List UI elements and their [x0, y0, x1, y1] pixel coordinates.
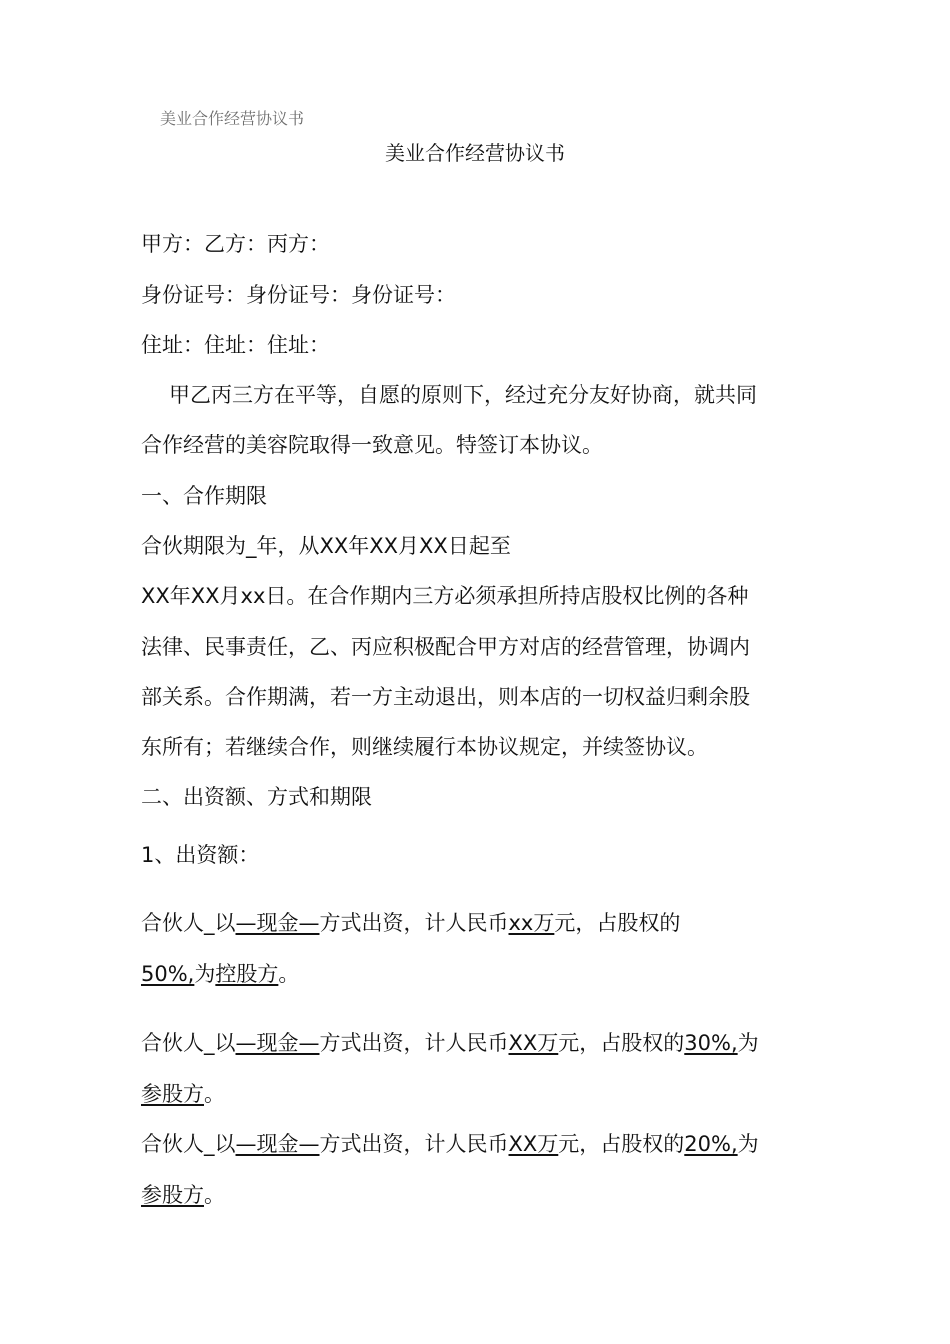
- address-line: 住址：住址：住址：: [141, 333, 330, 357]
- intro-line-1: 甲乙丙三方在平等，自愿的原则下，经过充分友好协商，就共同: [169, 383, 757, 407]
- partner1-role-prefix: 为: [194, 962, 216, 986]
- partner2-mid2: 元，占股权的: [558, 1031, 685, 1055]
- partner2-prefix: 合伙人_以: [141, 1031, 236, 1055]
- partner1-end: 。: [278, 962, 300, 986]
- partner2-mid: 方式出资，计人民币: [319, 1031, 509, 1055]
- partner2-role-prefix: 为: [737, 1031, 759, 1055]
- section1-line-2: XX年XX月xx日。在合作期内三方必须承担所持店股权比例的各种: [141, 584, 749, 608]
- partner1-line-2: [141, 959, 299, 989]
- partner2-amount: XX万: [508, 1031, 559, 1055]
- partner1-amount: xx万: [508, 911, 555, 935]
- partner3-role-prefix: 为: [737, 1132, 759, 1156]
- section1-line-4: 部关系。合作期满，若一方主动退出，则本店的一切权益归剩余股: [141, 685, 750, 709]
- partner3-amount: XX万: [508, 1132, 559, 1156]
- partner2-role: 参股方: [141, 1082, 204, 1106]
- partner2-end: 。: [204, 1082, 225, 1106]
- id-number-line: 身份证号：身份证号：身份证号：: [141, 283, 456, 307]
- partner2-method: —现金—: [235, 1031, 320, 1055]
- section1-line-1: 合伙期限为_年，从XX年XX月XX日起至: [141, 534, 511, 558]
- partner3-role: 参股方: [141, 1183, 204, 1207]
- partner1-mid2: 元，占股权的: [554, 911, 681, 935]
- intro-line-2: 合作经营的美容院取得一致意见。特签订本协议。: [141, 433, 603, 457]
- partner1-line-1: [141, 908, 680, 938]
- section1-heading: 一、合作期限: [141, 484, 267, 508]
- section2-heading: 二、出资额、方式和期限: [141, 785, 372, 809]
- partner1-share: 50%,: [141, 962, 195, 986]
- section1-line-5: 东所有；若继续合作，则继续履行本协议规定，并续签协议。: [141, 735, 708, 759]
- partner1-mid: 方式出资，计人民币: [319, 911, 509, 935]
- partner3-method: —现金—: [235, 1132, 320, 1156]
- section2-sub1-heading: 1、出资额：: [141, 843, 260, 867]
- partner1-method: —现金—: [235, 911, 320, 935]
- partner3-mid2: 元，占股权的: [558, 1132, 685, 1156]
- partner2-line-1: [141, 1028, 759, 1058]
- section1-line-3: 法律、民事责任，乙、丙应积极配合甲方对店的经营管理，协调内: [141, 635, 750, 659]
- partner2-line-2: [141, 1079, 225, 1109]
- running-header: 美业合作经营协议书: [160, 109, 305, 128]
- partner3-line-2: [141, 1180, 225, 1210]
- partner1-role: 控股方: [215, 962, 279, 986]
- partner3-mid: 方式出资，计人民币: [319, 1132, 509, 1156]
- partner3-line-1: [141, 1129, 759, 1159]
- partner3-share: 20%,: [684, 1132, 738, 1156]
- partner1-prefix: 合伙人_以: [141, 911, 236, 935]
- document-title: 美业合作经营协议书: [385, 141, 565, 165]
- partner3-end: 。: [204, 1183, 225, 1207]
- partner2-share: 30%,: [684, 1031, 738, 1055]
- parties-line: 甲方：乙方：丙方：: [141, 232, 330, 256]
- partner3-prefix: 合伙人_以: [141, 1132, 236, 1156]
